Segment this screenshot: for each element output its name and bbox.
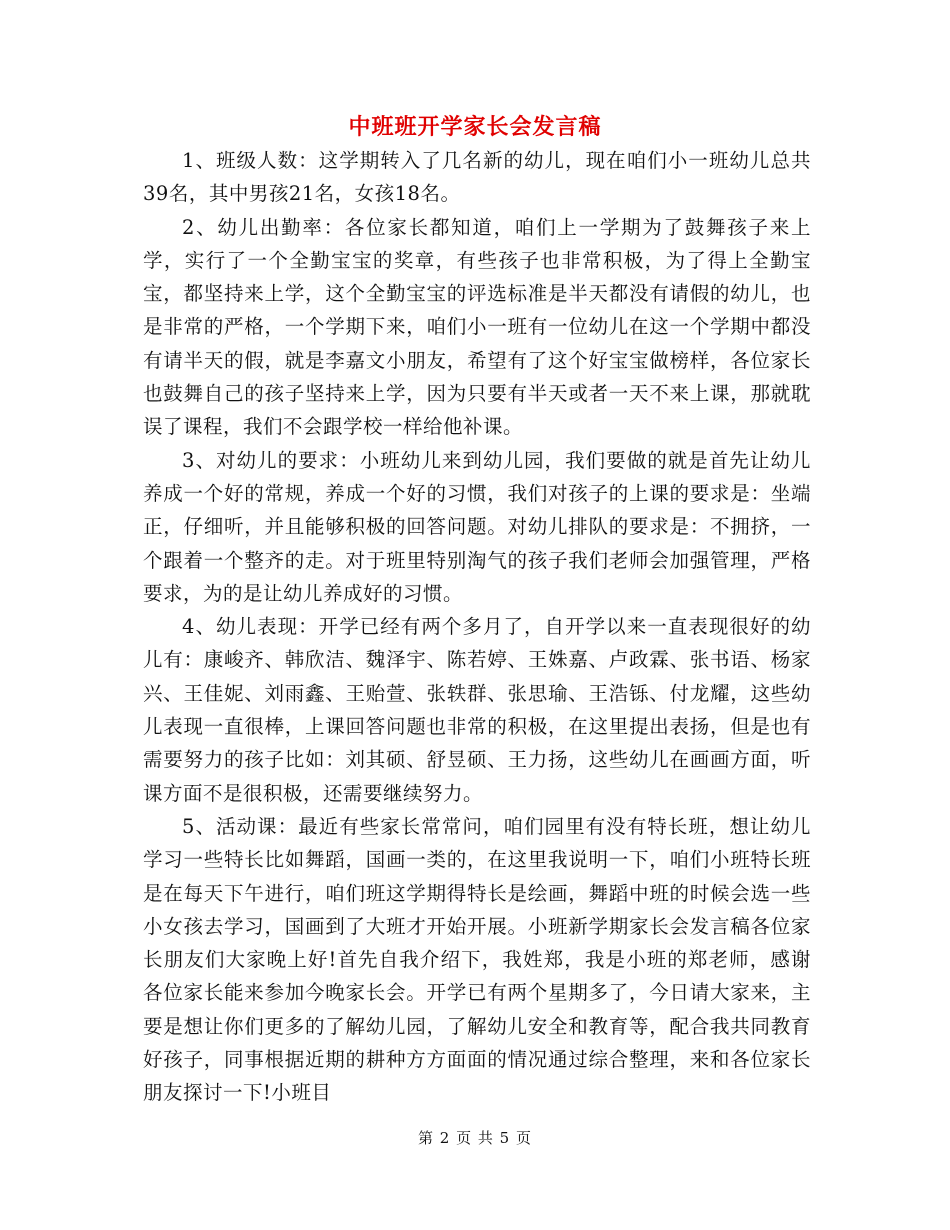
paragraph-attendance: 2、幼儿出勤率：各位家长都知道，咱们上一学期为了鼓舞孩子来上学，实行了一个全勤宝宝的奖章，有些孩子也非常积极，为了得上全勤宝宝，都坚持来上学，这个全勤宝宝的评选标准是半天都没有请假的幼儿，也是非常的严格，一个学期下来，咱们小一班有一位幼儿在这一个学期中都没有请半天的假，就是李嘉文小朋友，希望有了这个好宝宝做榜样，各位家长也鼓舞自己的孩子坚持来上学，因为只要有半天或者一天不来上课，那就耽误了课程，我们不会跟学校一样给他补课。 — [143, 215, 811, 439]
page-number-footer: 第 2 页 共 5 页 — [418, 1129, 532, 1147]
paragraph-class-size: 1、班级人数：这学期转入了几名新的幼儿，现在咱们小一班幼儿总共39名，其中男孩21名，女孩18名。 — [143, 149, 811, 206]
paragraph-requirements: 3、对幼儿的要求：小班幼儿来到幼儿园，我们要做的就是首先让幼儿养成一个好的常规，养成一个好的习惯，我们对孩子的上课的要求是：坐端正，仔细听，并且能够积极的回答问题。对幼儿排队的要求是：不拥挤，一个跟着一个整齐的走。对于班里特别淘气的孩子我们老师会加强管理，严格要求，为的是让幼儿养成好的习惯。 — [143, 448, 811, 605]
document-title: 中班班开学家长会发言稿 — [348, 114, 602, 140]
paragraph-performance: 4、幼儿表现：开学已经有两个多月了，自开学以来一直表现很好的幼儿有：康峻齐、韩欣洁、魏泽宇、陈若婷、王姝嘉、卢政霖、张书语、杨家兴、王佳妮、刘雨鑫、王贻萱、张轶群、张思瑜、王浩铄、付龙耀，这些幼儿表现一直很棒，上课回答问题也非常的积极，在这里提出表扬，但是也有需要努力的孩子比如：刘其硕、舒昱硕、王力扬，这些幼儿在画画方面，听课方面不是很积极，还需要继续努力。 — [143, 615, 811, 805]
document-body — [143, 144, 811, 1110]
paragraph-activity-class: 5、活动课：最近有些家长常常问，咱们园里有没有特长班，想让幼儿学习一些特长比如舞蹈，国画一类的，在这里我说明一下，咱们小班特长班是在每天下午进行，咱们班这学期得特长是绘画，舞蹈中班的时候会选一些小女孩去学习，国画到了大班才开始开展。小班新学期家长会发言稿各位家长朋友们大家晚上好!首先自我介绍下，我姓郑，我是小班的郑老师，感谢各位家长能来参加今晚家长会。开学已有两个星期多了，今日请大家来，主要是想让你们更多的了解幼儿园，了解幼儿安全和教育等，配合我共同教育好孩子，同事根据近期的耕种方方面面的情况通过综合整理，来和各位家长朋友探讨一下!小班目 — [143, 814, 811, 1105]
